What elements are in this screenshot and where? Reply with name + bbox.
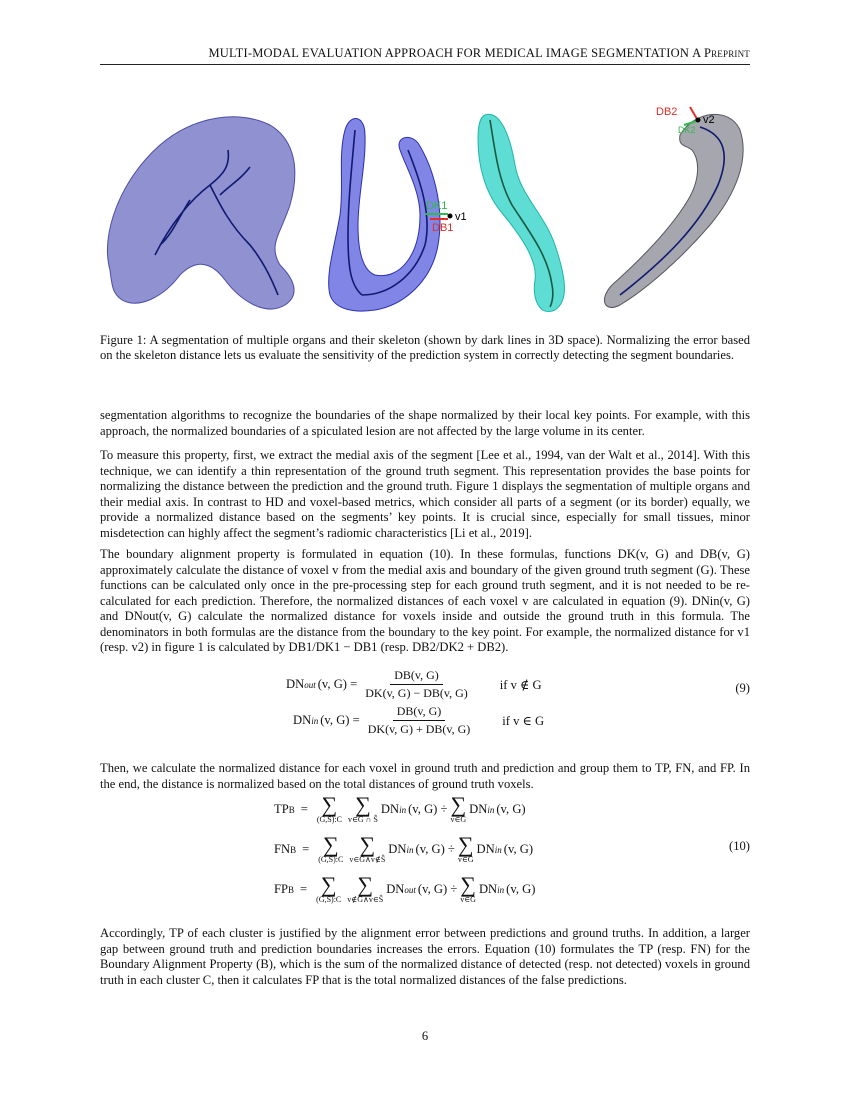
figure-1 [100, 95, 750, 325]
eq9-out-numerator: DB(v, G) [390, 668, 443, 685]
db2-label: DB2 [656, 106, 678, 118]
eq9-in-fraction [364, 704, 475, 737]
v2-point [696, 118, 701, 123]
db1-label: DB1 [432, 222, 454, 234]
paragraph-5: Accordingly, TP of each cluster is justified by the alignment error between predictions and ground truths. In addition, a larger gap between ground truth and prediction boundaries increases the errors. Equation (10) formulates the TP (resp. FN) for the Boundary Alignment Property (B), which is the sum of the normalized distance of detected (resp. not detected) voxels in ground truth in each cluster C, then it calculates FP that is the total normalized distances of the false predictions. [100, 926, 750, 987]
eq10-fp-term: DN [386, 882, 405, 896]
paragraph-3: The boundary alignment property is formulated in equation (10). In these formulas, functions DK(v, G) and DB(v, G) approximately calculate the distance of voxel v from the medial axis and boundary of the given ground truth segment (G). These functions can be calculated only once in the pre-processing step for each ground truth segment, and it is not needed to be re-calculated for each prediction. Therefore, the normalized distances of each voxel v are calculated in equation (9). DNin(v, G) and DNout(v, G) calculate the normalized distance for voxels inside and outside the ground truth in this formula. The denominators in both formulas are the distance from the boundary to the key point. For example, the normalized distance for v1 (resp. v2) in figure 1 is calculated by DB1/DK1 − DB1 (resp. DB2/DK2 + DB2). [100, 547, 750, 654]
eq10-fn-sum-norm: ∑ v∈G [457, 832, 474, 864]
v2-label: v2 [703, 114, 715, 126]
eq10-fn-row: FN B = ∑ (G,Ŝ):C ∑ v∈G∧v∉Ŝ DN in (v, G) ÷ ∑ v∈G DN in (v, G) [274, 832, 534, 864]
db2-line [690, 107, 697, 119]
eq9-out-sup: out [304, 679, 316, 690]
eq10-fp-sum-inner: ∑ v∉G∧v∈Ŝ [347, 872, 384, 904]
eq10-fp-row: FP B = ∑ (G,Ŝ):C ∑ v∉G∧v∈Ŝ DN out (v, G) ÷ ∑ v∈G DN in (v, G) [274, 872, 536, 904]
v1-label: v1 [455, 211, 467, 223]
eq10-tp-lhs: TP [274, 802, 289, 816]
eq9-in-numerator: DB(v, G) [393, 704, 446, 721]
eq9-in-lhs: DN [293, 713, 312, 727]
eq10-fn-sum-inner: ∑ v∈G∧v∉Ŝ [349, 832, 386, 864]
eq10-tp-sum-outer: ∑ (G,Ŝ):C [316, 792, 342, 824]
eq9-in-denominator: DK(v, G) + DB(v, G) [367, 722, 471, 736]
eq9-out-args: (v, G) = [317, 677, 358, 691]
equation-9 [100, 668, 750, 740]
eq10-tp-sum-norm: ∑ v∈G [450, 792, 467, 824]
running-header [100, 46, 750, 65]
eq9-out-condition: if v ∉ G [499, 677, 542, 692]
eq9-in-args: (v, G) = [320, 713, 360, 727]
eq10-tp-term: DN [380, 802, 400, 816]
eq10-fp-sum-outer: ∑ (G,Ŝ):C [316, 872, 342, 904]
eq9-in-condition: if v ∈ G [502, 713, 545, 728]
v1-point [448, 214, 453, 219]
organ-2-shape [329, 119, 440, 312]
paragraph-1: segmentation algorithms to recognize the boundaries of the shape normalized by their local key points. For example, with this approach, the normalized boundaries of a spiculated lesion are not affected by the large volume in its center. [100, 408, 750, 438]
equation-10 [100, 792, 750, 913]
eq9-out-lhs: DN [286, 677, 305, 691]
eq10-fp-lhs: FP [274, 882, 289, 896]
eq10-fp-sum-norm: ∑ v∈G [460, 872, 476, 904]
eq9-out-denominator: DK(v, G) − DB(v, G) [365, 686, 468, 700]
eq10-tp-sup: B [288, 804, 295, 815]
page-number: 6 [421, 1029, 429, 1043]
eq9-number: (9) [735, 681, 750, 695]
dk1-label: DK1 [426, 200, 448, 212]
eq10-tp-eq: = [300, 802, 308, 816]
eq10-fn-lhs: FN [274, 842, 291, 856]
paragraph-4: Then, we calculate the normalized distance for each voxel in ground truth and prediction and group them to TP, FN, and FP. In the end, the distance is normalized based on the total distances of ground truth voxels. [100, 761, 750, 791]
eq10-fn-term: DN [388, 842, 407, 856]
organ-4-shape [604, 114, 743, 307]
eq10-tp-sum-inner: ∑ v∈G ∩ Ŝ [347, 792, 378, 824]
dk2-label: DK2 [678, 125, 696, 135]
organ-1-shape [107, 117, 294, 309]
eq9-out-fraction [361, 668, 472, 701]
header-tag: A Preprint [692, 46, 750, 60]
figure-1-caption: Figure 1: A segmentation of multiple organs and their skeleton (shown by dark lines in 3D space). Normalizing the error based on the skeleton distance lets us evaluate the sensitivity of the prediction system in correctly detecting the segment boundaries. [100, 333, 750, 362]
header-title: MULTI-MODAL EVALUATION APPROACH FOR MEDICAL IMAGE SEGMENTATION [208, 46, 690, 60]
figure-1-organs [100, 95, 750, 325]
eq9-in-sup: in [311, 715, 319, 726]
eq10-tp-row: TP B = ∑ (G,Ŝ):C ∑ v∈G ∩ Ŝ DN in (v, G) ÷ ∑ v∈G DN in (v, G) [274, 792, 526, 824]
eq10-number: (10) [729, 839, 750, 853]
eq10-fn-sum-outer: ∑ (G,Ŝ):C [318, 832, 344, 864]
paragraph-2: To measure this property, first, we extract the medial axis of the segment [Lee et al., 1994, van der Walt et al., 2014]. With this technique, we can identify a thin representation of the ground truth segment. This representation provides the base points for normalizing the distance between the prediction and the ground truth. Figure 1 displays the segmentation of multiple organs and their medial axis. In contrast to HD and voxel-based metrics, which consider all parts of a segment (or its border) equally, we provide a normalized distance based on the segments’ key points. It is crucial since, especially for small tissues, minor misdetection can highly affect the segment’s radiomic characteristics [Li et al., 2019]. [100, 448, 750, 540]
